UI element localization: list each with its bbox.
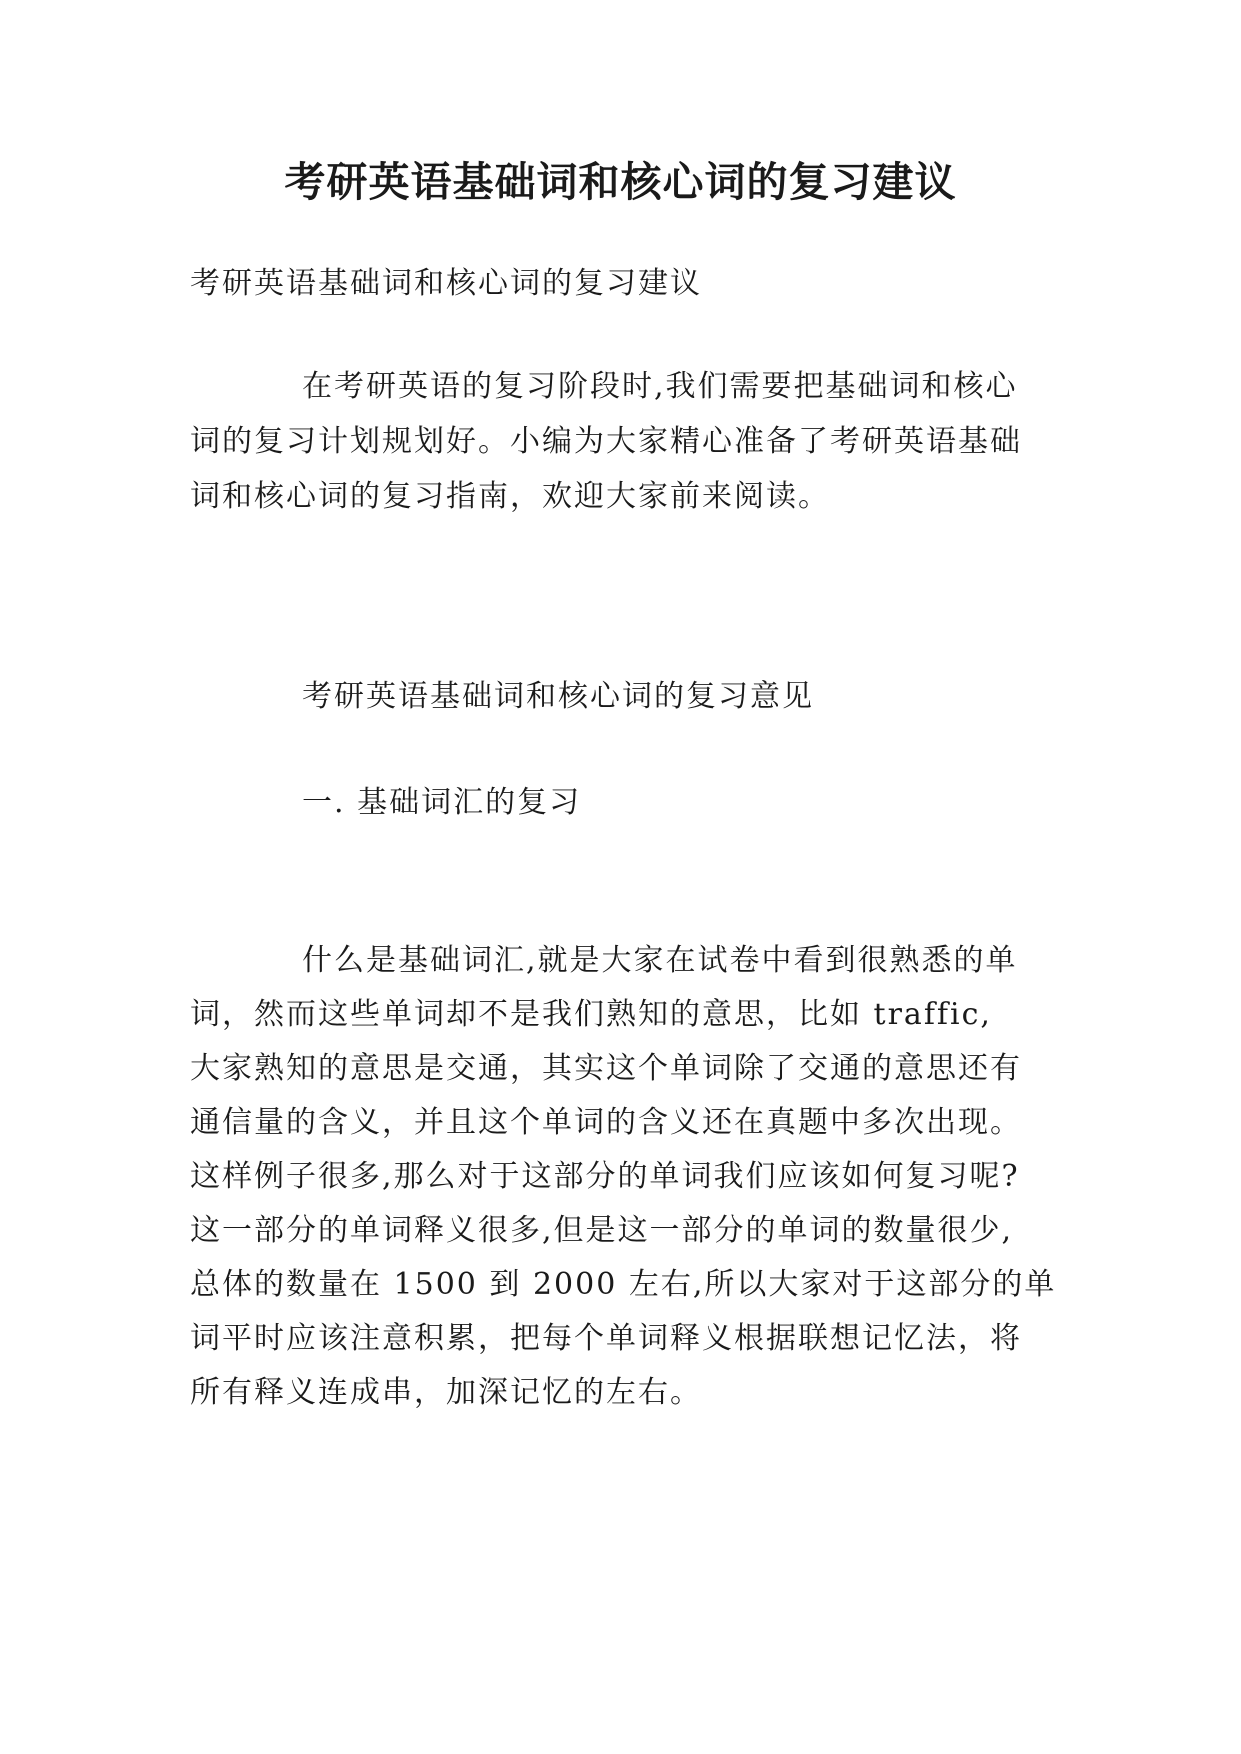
body-line-2: 词，然而这些单词却不是我们熟知的意思，比如 traffic, (190, 997, 992, 1032)
body-line-7: 总体的数量在 1500 到 2000 左右,所以大家对于这部分的单 (190, 1267, 1057, 1302)
body-line-5: 这样例子很多,那么对于这部分的单词我们应该如何复习呢? (190, 1159, 1020, 1194)
document-title: 考研英语基础词和核心词的复习建议 (284, 158, 957, 206)
body-line-8: 词平时应该注意积累，把每个单词释义根据联想记忆法，将 (190, 1321, 1022, 1356)
body-line-1: 什么是基础词汇,就是大家在试卷中看到很熟悉的单 (302, 943, 1018, 978)
document-subtitle: 考研英语基础词和核心词的复习建议 (190, 266, 702, 301)
body-line-6: 这一部分的单词释义很多,但是这一部分的单词的数量很少, (190, 1213, 1014, 1248)
subsection-heading: 一. 基础词汇的复习 (302, 785, 582, 820)
intro-line-1: 在考研英语的复习阶段时,我们需要把基础词和核心 (302, 369, 1018, 404)
section-heading: 考研英语基础词和核心词的复习意见 (302, 679, 814, 714)
body-line-3: 大家熟知的意思是交通，其实这个单词除了交通的意思还有 (190, 1051, 1022, 1086)
intro-line-2: 词的复习计划规划好。小编为大家精心准备了考研英语基础 (190, 424, 1022, 459)
body-line-9: 所有释义连成串，加深记忆的左右。 (190, 1375, 702, 1410)
body-line-4: 通信量的含义，并且这个单词的含义还在真题中多次出现。 (190, 1105, 1022, 1140)
intro-line-3: 词和核心词的复习指南，欢迎大家前来阅读。 (190, 479, 830, 514)
